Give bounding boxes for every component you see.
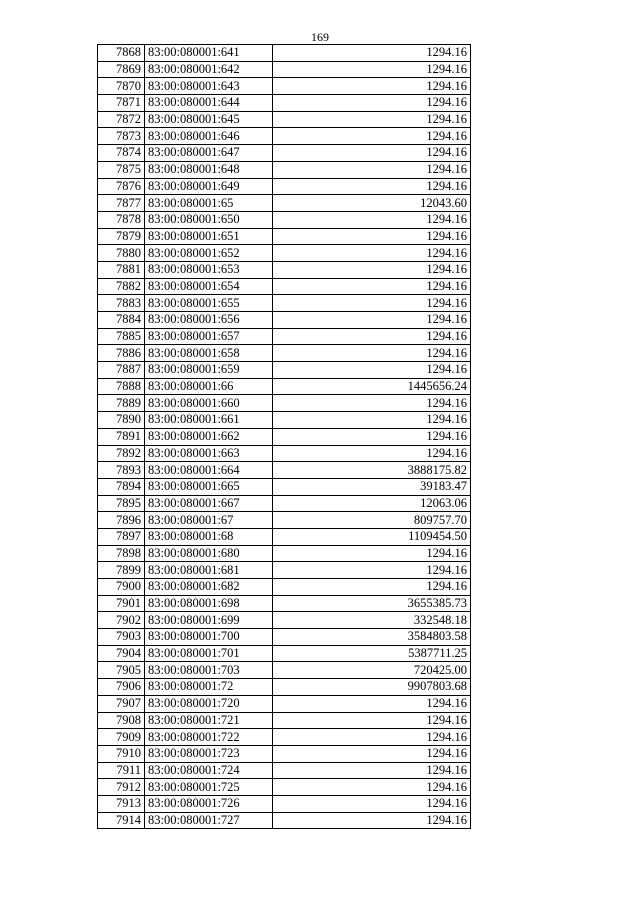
table-row <box>98 378 471 395</box>
cadastral-number-cell: 83:00:080001:658 <box>145 345 273 362</box>
cadastral-number-cell: 83:00:080001:657 <box>145 328 273 345</box>
value-cell: 1294.16 <box>273 245 471 262</box>
table-row <box>98 579 471 596</box>
row-number-cell: 7897 <box>98 528 145 545</box>
table-row <box>98 495 471 512</box>
row-number-cell: 7880 <box>98 245 145 262</box>
row-number-cell: 7895 <box>98 495 145 512</box>
cadastral-number-cell: 83:00:080001:681 <box>145 562 273 579</box>
table-row <box>98 478 471 495</box>
cadastral-number-cell: 83:00:080001:651 <box>145 228 273 245</box>
row-number-cell: 7884 <box>98 312 145 329</box>
row-number-cell: 7872 <box>98 111 145 128</box>
row-number-cell: 7877 <box>98 195 145 212</box>
cadastral-number-cell: 83:00:080001:665 <box>145 478 273 495</box>
cadastral-number-cell: 83:00:080001:650 <box>145 211 273 228</box>
row-number-cell: 7888 <box>98 378 145 395</box>
cadastral-number-cell: 83:00:080001:667 <box>145 495 273 512</box>
row-number-cell: 7902 <box>98 612 145 629</box>
table-row <box>98 161 471 178</box>
value-cell: 1294.16 <box>273 345 471 362</box>
value-cell: 1294.16 <box>273 362 471 379</box>
value-cell: 12043.60 <box>273 195 471 212</box>
value-cell: 39183.47 <box>273 478 471 495</box>
value-cell: 1294.16 <box>273 428 471 445</box>
row-number-cell: 7881 <box>98 261 145 278</box>
row-number-cell: 7910 <box>98 745 145 762</box>
row-number-cell: 7886 <box>98 345 145 362</box>
value-cell: 1294.16 <box>273 695 471 712</box>
cadastral-number-cell: 83:00:080001:700 <box>145 629 273 646</box>
row-number-cell: 7908 <box>98 712 145 729</box>
value-cell: 1294.16 <box>273 445 471 462</box>
cadastral-number-cell: 83:00:080001:655 <box>145 295 273 312</box>
value-cell: 1294.16 <box>273 779 471 796</box>
value-cell: 1294.16 <box>273 78 471 95</box>
value-cell: 1294.16 <box>273 812 471 829</box>
cadastral-number-cell: 83:00:080001:701 <box>145 645 273 662</box>
value-cell: 1294.16 <box>273 328 471 345</box>
table-row <box>98 712 471 729</box>
row-number-cell: 7892 <box>98 445 145 462</box>
value-cell: 332548.18 <box>273 612 471 629</box>
row-number-cell: 7869 <box>98 61 145 78</box>
cadastral-number-cell: 83:00:080001:66 <box>145 378 273 395</box>
value-cell: 1294.16 <box>273 95 471 112</box>
row-number-cell: 7896 <box>98 512 145 529</box>
row-number-cell: 7904 <box>98 645 145 662</box>
value-cell: 3888175.82 <box>273 462 471 479</box>
value-cell: 12063.06 <box>273 495 471 512</box>
value-cell: 1294.16 <box>273 562 471 579</box>
cadastral-number-cell: 83:00:080001:725 <box>145 779 273 796</box>
value-cell: 3584803.58 <box>273 629 471 646</box>
table-row <box>98 78 471 95</box>
cadastral-number-cell: 83:00:080001:724 <box>145 762 273 779</box>
cadastral-number-cell: 83:00:080001:648 <box>145 161 273 178</box>
value-cell: 1294.16 <box>273 395 471 412</box>
row-number-cell: 7889 <box>98 395 145 412</box>
table-row <box>98 145 471 162</box>
value-cell: 1294.16 <box>273 228 471 245</box>
table-row <box>98 45 471 62</box>
table-row <box>98 295 471 312</box>
value-cell: 1294.16 <box>273 111 471 128</box>
row-number-cell: 7874 <box>98 145 145 162</box>
cadastral-number-cell: 83:00:080001:722 <box>145 729 273 746</box>
row-number-cell: 7887 <box>98 362 145 379</box>
row-number-cell: 7893 <box>98 462 145 479</box>
table-row <box>98 562 471 579</box>
cadastral-number-cell: 83:00:080001:647 <box>145 145 273 162</box>
value-cell: 1294.16 <box>273 579 471 596</box>
value-cell: 1294.16 <box>273 145 471 162</box>
row-number-cell: 7891 <box>98 428 145 445</box>
cadastral-number-cell: 83:00:080001:656 <box>145 312 273 329</box>
table-row <box>98 228 471 245</box>
row-number-cell: 7875 <box>98 161 145 178</box>
table-row <box>98 428 471 445</box>
cadastral-number-cell: 83:00:080001:663 <box>145 445 273 462</box>
value-cell: 1294.16 <box>273 729 471 746</box>
value-cell: 1294.16 <box>273 211 471 228</box>
cadastral-number-cell: 83:00:080001:660 <box>145 395 273 412</box>
cadastral-number-cell: 83:00:080001:65 <box>145 195 273 212</box>
cadastral-number-cell: 83:00:080001:645 <box>145 111 273 128</box>
value-cell: 1294.16 <box>273 412 471 429</box>
row-number-cell: 7898 <box>98 545 145 562</box>
table-row <box>98 645 471 662</box>
table-row <box>98 261 471 278</box>
row-number-cell: 7870 <box>98 78 145 95</box>
table-row <box>98 111 471 128</box>
cadastral-number-cell: 83:00:080001:68 <box>145 528 273 545</box>
table-row <box>98 395 471 412</box>
cadastral-number-cell: 83:00:080001:662 <box>145 428 273 445</box>
table-row <box>98 211 471 228</box>
table-row <box>98 795 471 812</box>
table-row <box>98 245 471 262</box>
cadastral-number-cell: 83:00:080001:680 <box>145 545 273 562</box>
table-row <box>98 195 471 212</box>
table-row <box>98 695 471 712</box>
value-cell: 3655385.73 <box>273 595 471 612</box>
row-number-cell: 7882 <box>98 278 145 295</box>
row-number-cell: 7914 <box>98 812 145 829</box>
row-number-cell: 7873 <box>98 128 145 145</box>
cadastral-number-cell: 83:00:080001:652 <box>145 245 273 262</box>
cadastral-number-cell: 83:00:080001:723 <box>145 745 273 762</box>
value-cell: 1294.16 <box>273 61 471 78</box>
value-cell: 1294.16 <box>273 45 471 62</box>
cadastral-number-cell: 83:00:080001:644 <box>145 95 273 112</box>
table-row <box>98 679 471 696</box>
value-cell: 809757.70 <box>273 512 471 529</box>
row-number-cell: 7900 <box>98 579 145 596</box>
value-cell: 1294.16 <box>273 261 471 278</box>
table-row <box>98 545 471 562</box>
value-cell: 1294.16 <box>273 712 471 729</box>
row-number-cell: 7876 <box>98 178 145 195</box>
row-number-cell: 7899 <box>98 562 145 579</box>
table-body <box>98 45 471 829</box>
row-number-cell: 7885 <box>98 328 145 345</box>
value-cell: 1294.16 <box>273 795 471 812</box>
value-cell: 1294.16 <box>273 545 471 562</box>
table-row <box>98 629 471 646</box>
row-number-cell: 7907 <box>98 695 145 712</box>
value-cell: 9907803.68 <box>273 679 471 696</box>
table-row <box>98 178 471 195</box>
table-row <box>98 779 471 796</box>
value-cell: 1294.16 <box>273 128 471 145</box>
table-row <box>98 328 471 345</box>
table-row <box>98 612 471 629</box>
table-row <box>98 362 471 379</box>
row-number-cell: 7890 <box>98 412 145 429</box>
value-cell: 1294.16 <box>273 278 471 295</box>
value-cell: 1294.16 <box>273 295 471 312</box>
row-number-cell: 7871 <box>98 95 145 112</box>
cadastral-number-cell: 83:00:080001:659 <box>145 362 273 379</box>
table-row <box>98 445 471 462</box>
cadastral-number-cell: 83:00:080001:664 <box>145 462 273 479</box>
value-cell: 1294.16 <box>273 178 471 195</box>
cadastral-number-cell: 83:00:080001:642 <box>145 61 273 78</box>
table-row <box>98 762 471 779</box>
table-row <box>98 512 471 529</box>
page-number: 169 <box>311 30 329 44</box>
value-cell: 1294.16 <box>273 762 471 779</box>
table-row <box>98 745 471 762</box>
row-number-cell: 7868 <box>98 45 145 62</box>
value-cell: 1445656.24 <box>273 378 471 395</box>
table-row <box>98 278 471 295</box>
cadastral-number-cell: 83:00:080001:727 <box>145 812 273 829</box>
cadastral-number-cell: 83:00:080001:67 <box>145 512 273 529</box>
table-row <box>98 729 471 746</box>
value-cell: 1294.16 <box>273 161 471 178</box>
row-number-cell: 7879 <box>98 228 145 245</box>
cadastral-number-cell: 83:00:080001:698 <box>145 595 273 612</box>
cadastral-number-cell: 83:00:080001:661 <box>145 412 273 429</box>
cadastral-number-cell: 83:00:080001:72 <box>145 679 273 696</box>
table-row <box>98 61 471 78</box>
cadastral-number-cell: 83:00:080001:641 <box>145 45 273 62</box>
table-row <box>98 128 471 145</box>
cadastral-number-cell: 83:00:080001:654 <box>145 278 273 295</box>
table-row <box>98 95 471 112</box>
row-number-cell: 7911 <box>98 762 145 779</box>
table-row <box>98 462 471 479</box>
cadastral-number-cell: 83:00:080001:720 <box>145 695 273 712</box>
value-cell: 1109454.50 <box>273 528 471 545</box>
row-number-cell: 7909 <box>98 729 145 746</box>
row-number-cell: 7913 <box>98 795 145 812</box>
value-cell: 5387711.25 <box>273 645 471 662</box>
row-number-cell: 7906 <box>98 679 145 696</box>
row-number-cell: 7903 <box>98 629 145 646</box>
row-number-cell: 7901 <box>98 595 145 612</box>
cadastral-number-cell: 83:00:080001:653 <box>145 261 273 278</box>
cadastral-number-cell: 83:00:080001:646 <box>145 128 273 145</box>
table-row <box>98 345 471 362</box>
cadastral-number-cell: 83:00:080001:703 <box>145 662 273 679</box>
table-row <box>98 528 471 545</box>
row-number-cell: 7894 <box>98 478 145 495</box>
table-row <box>98 662 471 679</box>
table-row <box>98 595 471 612</box>
table-row <box>98 312 471 329</box>
table-row <box>98 412 471 429</box>
cadastral-value-table <box>97 44 471 829</box>
value-cell: 1294.16 <box>273 745 471 762</box>
value-cell: 720425.00 <box>273 662 471 679</box>
cadastral-number-cell: 83:00:080001:726 <box>145 795 273 812</box>
row-number-cell: 7905 <box>98 662 145 679</box>
cadastral-number-cell: 83:00:080001:649 <box>145 178 273 195</box>
cadastral-number-cell: 83:00:080001:699 <box>145 612 273 629</box>
row-number-cell: 7883 <box>98 295 145 312</box>
row-number-cell: 7878 <box>98 211 145 228</box>
table-row <box>98 812 471 829</box>
cadastral-number-cell: 83:00:080001:682 <box>145 579 273 596</box>
cadastral-number-cell: 83:00:080001:721 <box>145 712 273 729</box>
cadastral-number-cell: 83:00:080001:643 <box>145 78 273 95</box>
row-number-cell: 7912 <box>98 779 145 796</box>
value-cell: 1294.16 <box>273 312 471 329</box>
